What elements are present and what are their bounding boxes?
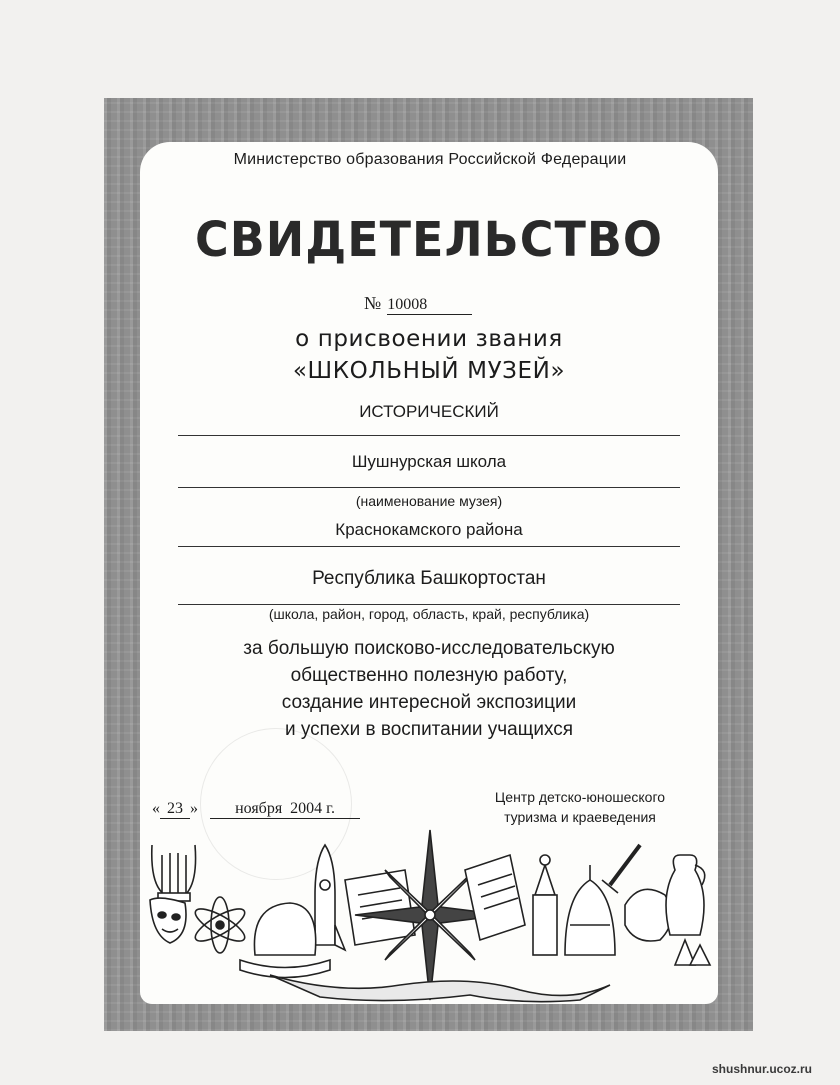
lyre-icon: [152, 845, 196, 901]
date-open-quote: «: [152, 800, 160, 817]
crystal-icon: [675, 940, 710, 965]
museum-name-field: Шушнурская школа: [178, 452, 680, 488]
certificate-number: [364, 293, 472, 315]
museum-name-caption: (наименование музея): [355, 493, 503, 509]
subtitle-line-1: о присвоении звания: [295, 326, 563, 352]
book-icon: [465, 855, 525, 940]
church-icon: [533, 855, 557, 955]
ribbon-base: [270, 975, 610, 1002]
scroll-icon: [345, 870, 415, 945]
theatre-mask-icon: [150, 898, 186, 943]
reason-line: и успехи в воспитании учащихся: [284, 719, 574, 740]
reason-line: за большую поисково-исследовательскую: [243, 638, 615, 659]
district-field: Краснокамского района: [178, 520, 680, 547]
site-watermark: shushnur.ucoz.ru: [712, 1062, 813, 1076]
number-value: 10008: [387, 296, 472, 315]
subtitle-line-2: «ШКОЛЬНЫЙ МУЗЕЙ»: [292, 358, 566, 384]
region-field: Республика Башкортостан: [178, 568, 680, 605]
issuer-line-2: туризма и краеведения: [504, 809, 656, 825]
date-close-quote: »: [190, 800, 198, 817]
reason-line: создание интересной экспозиции: [281, 692, 577, 713]
certificate-title: СВИДЕТЕЛЬСТВО: [194, 210, 664, 268]
rock-icon: [625, 889, 671, 941]
vase-icon: [666, 855, 705, 935]
reason-line: общественно полезную работу,: [290, 665, 568, 686]
date-month-year: ноября 2004 г.: [210, 800, 360, 819]
atom-icon: [191, 897, 248, 953]
museum-type-field: ИСТОРИЧЕСКИЙ: [178, 402, 680, 436]
sword-icon: [602, 845, 640, 893]
region-caption: (школа, район, город, область, край, республика): [268, 606, 590, 622]
knight-helmet-icon: [565, 865, 615, 955]
issuer: [440, 787, 720, 827]
issue-date: [152, 800, 360, 819]
number-sign: №: [364, 293, 382, 313]
decorative-ornament: [140, 825, 718, 1005]
issuer-line-1: Центр детско-юношеского: [494, 789, 666, 805]
date-day: 23: [160, 800, 190, 819]
ministry-heading: Министерство образования Российской Федерации: [233, 151, 627, 168]
award-reason: [140, 635, 718, 743]
